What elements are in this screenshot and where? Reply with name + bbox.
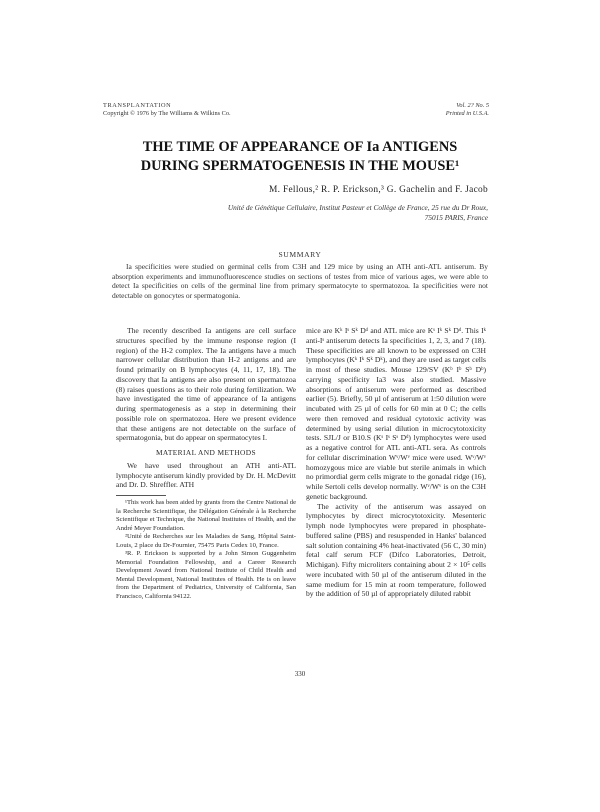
summary-heading: SUMMARY bbox=[278, 250, 322, 259]
methods-paragraph: We have used throughout an ATH anti-ATL lymphocyte antiserum kindly provided by Dr. H. McDevitt and Dr. D. Shreffler. ATH bbox=[116, 460, 296, 490]
running-header-left bbox=[103, 102, 231, 118]
footnote-2: ²Unité de Recherches sur les Maladies de Sang, Hôpital Saint-Louis, 2 place du Dr-Fournier, 75475 Paris Cedex 10, France. bbox=[116, 533, 296, 549]
right-paragraph-1: mice are Kᵏ Iˢ Sᵏ Dᵈ and ATL mice are Kˢ Iᵏ Sᵏ Dᵈ. This Iᵏ anti-Iˢ antiserum detects Ia specificities 1, 2, 3, and 7 (18). These specificities are all known to be expressed on C3H lymphocytes (Kᵏ Iᵏ Sᵏ Dᵏ), and they are used as target cells in most of these studies. Mouse 129/SV (Kᵇ Iᵇ Sᵇ Dᵇ) carrying specificity Ia3 was also studied. Massive absorptions of antiserum were performed as described earlier (5). Briefly, 50 µl of antiserum at 1:50 dilution were incubated with 25 µl of cells for 60 min at 0 C; the cells were then removed and residual cytotoxic activity was determined by using serial dilution in microcytotoxicity tests. SJL/J or B10.S (Kˢ Iˢ Sˢ Dᵈ) lymphocytes were used as a negative control for ATL anti-ATL sera. As controls for cellular discrimination Wᵛ/Wᵛ mice were used. Wᵛ/Wᵛ homozygous mice are viable but sterile animals in which no primordial germ cells migrate to the gonadal ridge (16), while Sertoli cells develop normally. Wᵛ/Wᵛ is on the C3H genetic background. bbox=[306, 326, 486, 501]
right-column bbox=[306, 326, 486, 599]
title-line-2: DURING SPERMATOGENESIS IN THE MOUSE¹ bbox=[140, 158, 460, 174]
author-list: M. Fellous,² R. P. Erickson,³ G. Gachelin and F. Jacob bbox=[269, 185, 488, 195]
article-title bbox=[0, 138, 600, 176]
journal-name: TRANSPLANTATION bbox=[103, 102, 172, 109]
left-column bbox=[116, 326, 296, 602]
affiliation-line-2: 75015 PARIS, France bbox=[424, 213, 488, 222]
title-line-1: THE TIME OF APPEARANCE OF Ia ANTIGENS bbox=[142, 139, 458, 155]
copyright-line: Copyright © 1976 by The Williams & Wilkins Co. bbox=[103, 110, 231, 117]
intro-paragraph: The recently described Ia antigens are cell surface structures specified by the immune response region (I region) of the H-2 complex. The Ia antigens have a much narrower cellular distribution than H-2 antigens and are found primarily on B lymphocytes (4, 11, 17, 18). The discovery that Ia antigens are also present on spermatozoa (8) raises questions as to their role during fertilization. We have investigated the time of appearance of Ia antigens during spermatogenesis as a step in determining their possible role on spermatozoa. Here we present evidence that these antigens are not detectable on the surface of spermatogonia, but do appear on spermatocytes I. bbox=[116, 326, 296, 443]
volume-line: Vol. 2? No. 5 bbox=[456, 102, 489, 109]
running-header-right bbox=[446, 102, 489, 118]
page-number: 330 bbox=[294, 670, 306, 678]
affiliation-line-1: Unité de Génétique Cellulaire, Institut Pasteur et Collège de France, 25 rue du Dr Roux, bbox=[227, 203, 488, 212]
footnote-1: ¹This work has been aided by grants from the Centre National de la Recherche Scientifique, the Délégation Générale à la Recherche Scientifique et Technique, the National Institutes of Health, and the André Meyer Foundation. bbox=[116, 499, 296, 532]
printed-line: Printed in U.S.A. bbox=[445, 110, 489, 117]
right-paragraph-2: The activity of the antiserum was assayed on lymphocytes by direct microcytotoxicity. Mesenteric lymph node lymphocytes were prepared in phosphate-buffered saline (PBS) and resuspended in Hanks' balanced salt solution containing 4% heat-inactivated (56 C, 30 min) fetal calf serum FCF (Difco Laboratories, Detroit, Michigan). Fifty microliters containing about 2 × 10⁵ cells were incubated with 50 µl of the antiserum diluted in the same medium for 15 min at room temperature, followed by the addition of 50 µl of appropriately diluted rabbit bbox=[306, 501, 486, 599]
footnotes bbox=[116, 499, 296, 602]
affiliation bbox=[158, 203, 488, 223]
methods-heading: MATERIAL AND METHODS bbox=[155, 448, 257, 457]
summary-text: Ia specificities were studied on germinal cells from C3H and 129 mice by using an ATH anti-ATL antiserum. By absorption experiments and immunofluorescence studies on sections of testes from mice of various ages, we were able to detect Ia specificities on cells of the germinal line from primary spermatocyte to spermatozoa. Ia specificities were not detectable on gonocytes or spermatogonia. bbox=[112, 262, 488, 300]
footnote-3: ³R. P. Erickson is supported by a John Simon Guggenheim Memorial Foundation Fellowship, and a Career Research Development Award from National Institute of Child Health and Mental Development, National Institutes of Health. He is on leave from the Department of Pediatrics, University of California, San Francisco, California 94122. bbox=[116, 550, 296, 601]
footnote-divider bbox=[116, 495, 166, 496]
